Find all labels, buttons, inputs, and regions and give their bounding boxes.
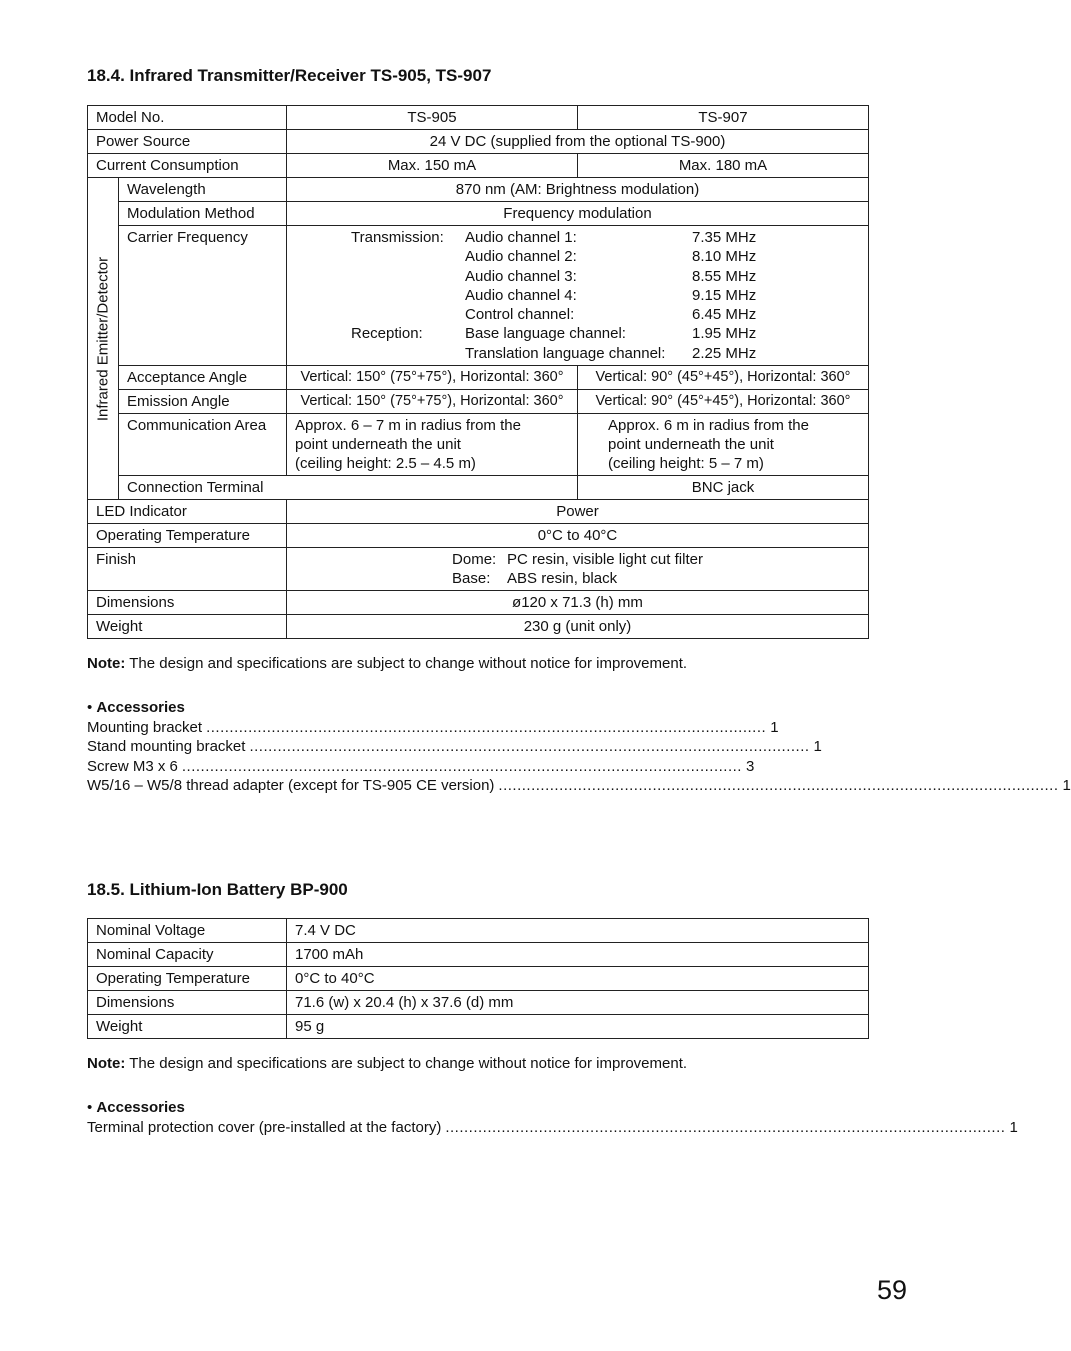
accessories-list-bp — [87, 1118, 1018, 1137]
row-label: Connection Terminal — [119, 476, 578, 500]
row-value: Vertical: 90° (45°+45°), Horizontal: 360° — [578, 390, 869, 414]
channel-value: 1.95 MHz — [692, 325, 757, 343]
row-label: Emission Angle — [119, 390, 287, 414]
table-row — [88, 178, 869, 202]
area-line: (ceiling height: 5 – 7 m) — [608, 455, 764, 473]
accessory-qty: 1 — [1062, 776, 1071, 794]
accessory-label: Terminal protection cover (pre-installed at the factory) — [87, 1119, 442, 1136]
row-label: Power Source — [88, 130, 287, 154]
row-label: Communication Area — [119, 414, 287, 476]
finish-dome-label: Dome: — [452, 551, 497, 569]
table-row — [88, 414, 869, 476]
channel-value: 2.25 MHz — [692, 344, 757, 362]
table-row — [88, 106, 869, 130]
row-label: Weight — [88, 1015, 287, 1039]
list-item: Mounting bracket ........................................................................................................................ 1 — [87, 719, 779, 736]
table-row — [88, 967, 869, 991]
channel-value: 9.15 MHz — [692, 286, 757, 304]
accessory-qty: 1 — [813, 738, 822, 756]
section-title-ts: 18.4. Infrared Transmitter/Receiver TS-905, TS-907 — [87, 66, 492, 85]
channel-value: 8.10 MHz — [692, 248, 757, 266]
finish-base-value: ABS resin, black — [507, 570, 618, 588]
group-label: Infrared Emitter/Detector — [94, 256, 112, 421]
row-label: Nominal Capacity — [88, 943, 287, 967]
accessory-label: Stand mounting bracket — [87, 738, 246, 756]
area-line: point underneath the unit — [295, 436, 461, 454]
row-value: Frequency modulation — [287, 202, 869, 226]
area-line: Approx. 6 m in radius from the — [608, 417, 809, 435]
row-label: Model No. — [88, 106, 287, 130]
table-row — [88, 943, 869, 967]
accessory-qty: 1 — [770, 719, 779, 736]
finish-dome-value: PC resin, visible light cut filter — [507, 551, 703, 569]
row-label: Dimensions — [88, 991, 287, 1015]
row-label: Modulation Method — [119, 202, 287, 226]
page-number: 59 — [877, 1275, 908, 1305]
row-value: 71.6 (w) x 20.4 (h) x 37.6 (d) mm — [287, 991, 869, 1015]
table-row — [88, 226, 869, 366]
channel-name: Audio channel 2: — [465, 248, 577, 266]
carrier-frequency-cell — [287, 226, 869, 366]
row-label: Current Consumption — [88, 154, 287, 178]
row-label: Acceptance Angle — [119, 366, 287, 390]
table-row — [88, 615, 869, 639]
row-value: Max. 150 mA — [287, 154, 578, 178]
list-item: W5/16 – W5/8 thread adapter (except for TS-905 CE version) ........................................................................................................................ 1 — [87, 776, 1071, 794]
list-item: Stand mounting bracket ........................................................................................................................ 1 — [87, 738, 822, 756]
finish-base-label: Base: — [452, 570, 491, 588]
channel-name: Audio channel 4: — [465, 286, 577, 304]
row-label: Weight — [88, 615, 287, 639]
area-ts907 — [578, 414, 869, 476]
table-row — [88, 366, 869, 390]
row-value: Max. 180 mA — [578, 154, 869, 178]
row-label: Wavelength — [119, 178, 287, 202]
note-bp — [87, 1055, 687, 1072]
bp-spec-table — [87, 918, 869, 1039]
row-value: 230 g (unit only) — [287, 615, 869, 639]
transmission-label: Transmission: — [351, 229, 444, 246]
row-value: 1700 mAh — [287, 943, 869, 967]
row-label: Carrier Frequency — [119, 226, 287, 366]
row-label: Finish — [88, 548, 287, 591]
accessories-heading-bp — [87, 1099, 185, 1116]
row-value: 870 nm (AM: Brightness modulation) — [287, 178, 869, 202]
row-label: Nominal Voltage — [88, 919, 287, 943]
area-line: Approx. 6 – 7 m in radius from the — [295, 417, 521, 435]
row-label: Dimensions — [88, 591, 287, 615]
accessories-heading-ts — [87, 699, 185, 716]
section-title-bp: 18.5. Lithium-Ion Battery BP-900 — [87, 880, 348, 899]
carrier-frequency-grid — [351, 228, 860, 363]
table-row — [88, 130, 869, 154]
channel-value: 8.55 MHz — [692, 267, 757, 285]
accessories-heading-text: Accessories — [96, 1099, 185, 1116]
ts-spec-table — [87, 105, 869, 639]
table-row — [88, 548, 869, 591]
finish-cell — [287, 548, 869, 591]
channel-value: 6.45 MHz — [692, 306, 757, 324]
row-value: Vertical: 150° (75°+75°), Horizontal: 360° — [287, 390, 578, 414]
table-row — [88, 202, 869, 226]
accessories-heading-text: Accessories — [96, 699, 185, 716]
note-label: Note: — [87, 655, 126, 672]
reception-label: Reception: — [351, 325, 423, 343]
table-row — [88, 500, 869, 524]
table-row — [88, 154, 869, 178]
row-label: Operating Temperature — [88, 967, 287, 991]
list-item: Terminal protection cover (pre-installed at the factory) ........................................................................................................................ 1 — [87, 1119, 1018, 1136]
table-row — [88, 991, 869, 1015]
note-label: Note: — [87, 1055, 126, 1072]
row-value: Vertical: 90° (45°+45°), Horizontal: 360° — [578, 366, 869, 390]
table-row — [88, 476, 869, 500]
channel-name: Base language channel: — [465, 325, 626, 343]
channel-name: Audio channel 3: — [465, 267, 577, 285]
list-item: Screw M3 x 6 ........................................................................................................................ 3 — [87, 757, 755, 775]
row-value: BNC jack — [578, 476, 869, 500]
accessory-label: Screw M3 x 6 — [87, 757, 178, 775]
row-value: ø120 x 71.3 (h) mm — [287, 591, 869, 615]
area-line: point underneath the unit — [608, 436, 774, 454]
accessory-label: Mounting bracket — [87, 719, 203, 736]
row-value: Power — [287, 500, 869, 524]
table-row — [88, 524, 869, 548]
accessory-qty: 1 — [1009, 1119, 1018, 1136]
channel-name: Audio channel 1: — [465, 229, 577, 246]
row-label: Operating Temperature — [88, 524, 287, 548]
accessories-list-ts — [87, 718, 1071, 795]
row-label: LED Indicator — [88, 500, 287, 524]
table-row — [88, 1015, 869, 1039]
row-value: 7.4 V DC — [287, 919, 869, 943]
accessory-label: W5/16 – W5/8 thread adapter (except for TS-905 CE version) — [87, 776, 495, 794]
row-value: 95 g — [287, 1015, 869, 1039]
bullet: • — [87, 1099, 97, 1116]
group-label-cell — [88, 178, 119, 500]
model-ts905: TS-905 — [287, 106, 578, 130]
note-text: The design and specifications are subject to change without notice for improvement. — [125, 655, 688, 672]
bullet: • — [87, 699, 97, 716]
row-value: Vertical: 150° (75°+75°), Horizontal: 360° — [287, 366, 578, 390]
area-ts905 — [287, 414, 578, 476]
table-row — [88, 919, 869, 943]
accessory-qty: 3 — [745, 757, 755, 775]
table-row — [88, 390, 869, 414]
row-value: 0°C to 40°C — [287, 524, 869, 548]
channel-name: Translation language channel: — [465, 344, 666, 362]
note-text: The design and specifications are subject to change without notice for improvement. — [125, 1055, 688, 1072]
area-line: (ceiling height: 2.5 – 4.5 m) — [295, 455, 476, 473]
channel-name: Control channel: — [465, 306, 575, 324]
row-value: 24 V DC (supplied from the optional TS-900) — [287, 130, 869, 154]
table-row — [88, 591, 869, 615]
row-value: 0°C to 40°C — [287, 967, 869, 991]
channel-value: 7.35 MHz — [692, 229, 757, 246]
note-ts — [87, 655, 687, 672]
model-ts907: TS-907 — [578, 106, 869, 130]
